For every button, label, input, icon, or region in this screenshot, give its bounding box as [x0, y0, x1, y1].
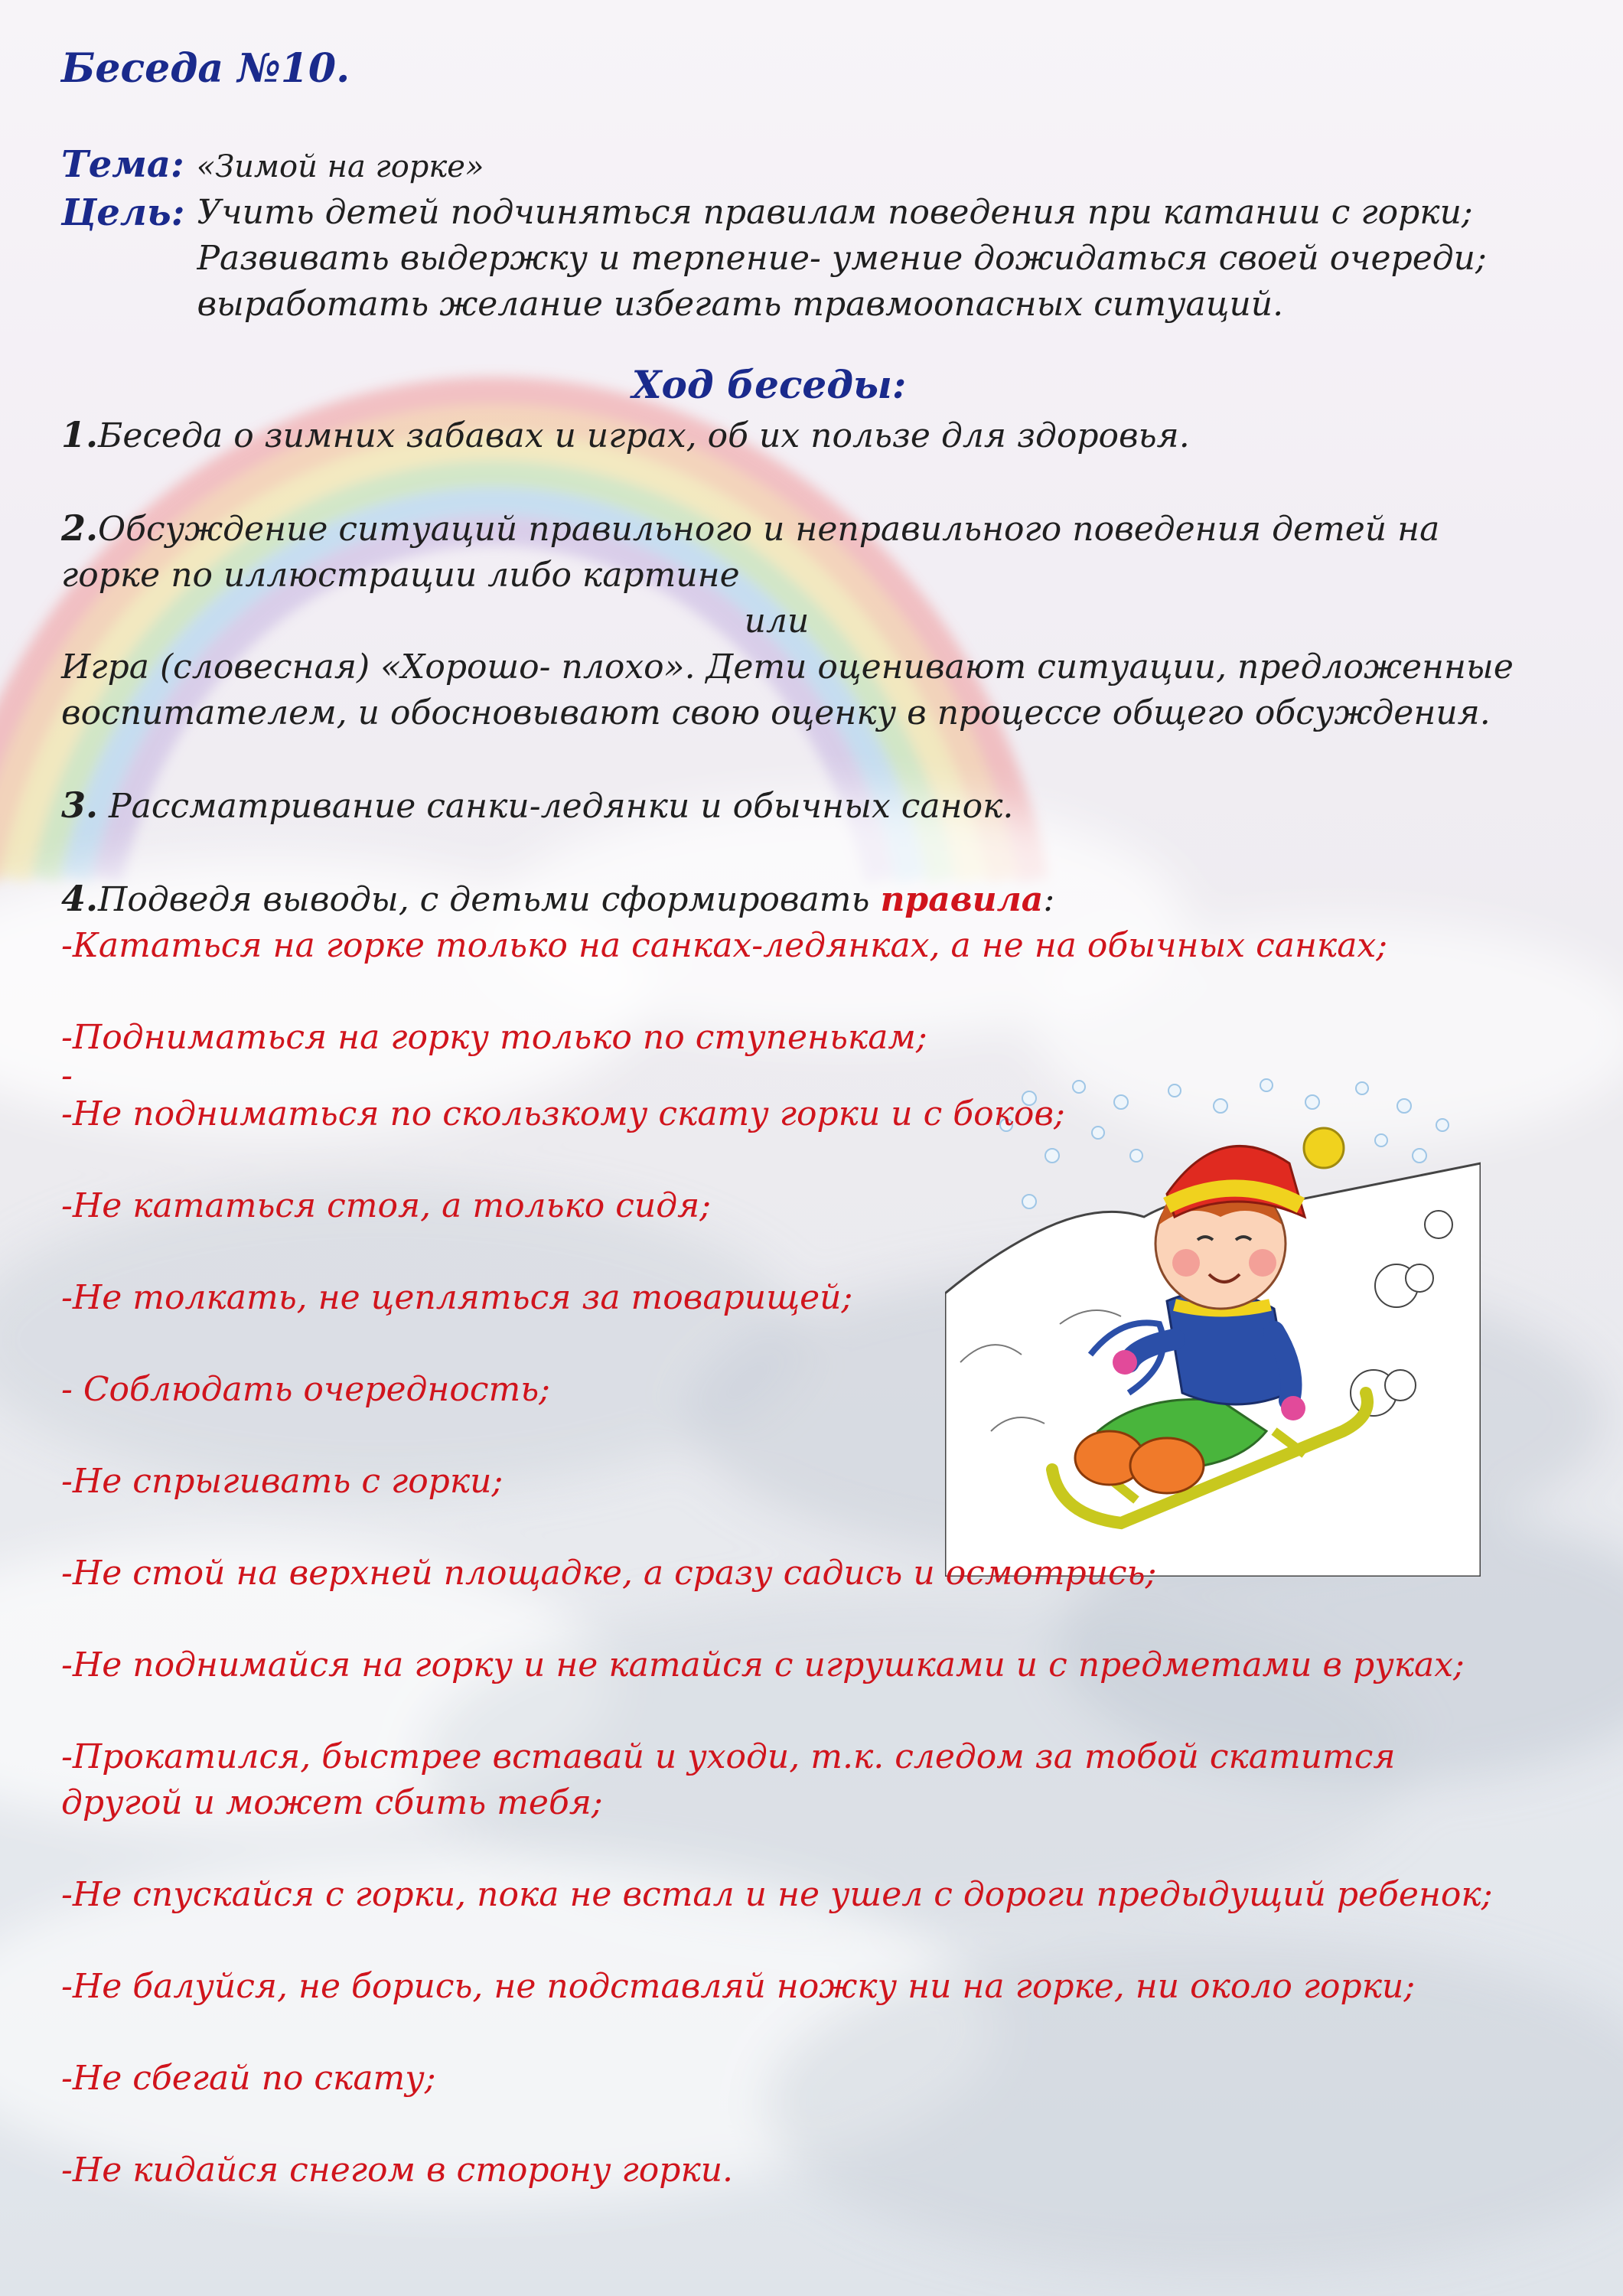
conversation-plan: [61, 42, 1584, 2193]
rules-list: [61, 923, 1584, 2193]
step-text-end: :: [1043, 880, 1055, 919]
step-text: Подведя выводы, с детьми сформировать: [98, 880, 881, 919]
step-text: Рассматривание санки-ледянки и обычных санок.: [98, 787, 1014, 826]
rule-item: -Не подниматься по скользкому скату горки и с боков;: [61, 1094, 1065, 1133]
rule-item-continuation: другой и может сбить тебя;: [61, 1783, 603, 1822]
rule-item: -Не спрыгивать с горки;: [61, 1462, 504, 1501]
rule-item: -Не поднимайся на горку и не катайся с игрушками и с предметами в руках;: [61, 1645, 1465, 1684]
goal-row: [61, 190, 1584, 328]
or-word: или: [744, 602, 810, 641]
step-text: Обсуждение ситуаций правильного и неправильного поведения детей на: [98, 510, 1440, 549]
step-4: [61, 876, 1584, 923]
game-description: [61, 644, 1584, 736]
goal-label: Цель:: [61, 191, 185, 234]
step-1: [61, 412, 1584, 459]
goal-line: Учить детей подчиняться правилам поведения при катании с горки;: [197, 193, 1473, 232]
rule-item: -Прокатился, быстрее вставай и уходи, т.к. следом за тобой скатится: [61, 1737, 1396, 1776]
rule-item: - Соблюдать очередность;: [61, 1370, 551, 1409]
topic-value: «Зимой на горке»: [196, 149, 484, 184]
rule-item: -Не балуйся, не борись, не подставляй ножку ни на горке, ни около горки;: [61, 1967, 1416, 2006]
goal-lines: [197, 190, 1486, 328]
rule-item: -Не кататься стоя, а только сидя;: [61, 1186, 712, 1225]
step-2: [61, 505, 1584, 598]
step-text: Беседа о зимних забавах и играх, об их пользе для здоровья.: [98, 416, 1190, 455]
rules-keyword: правила: [880, 880, 1044, 919]
game-line: Игра (словесная) «Хорошо- плохо». Дети оценивают ситуации, предложенные: [61, 647, 1514, 687]
rule-item: -Не стой на верхней площадке, а сразу садись и осмотрись;: [61, 1554, 1157, 1593]
rule-item: -Не сбегай по скату;: [61, 2059, 436, 2098]
rule-item: -Не спускайся с горки, пока не встал и не ушел с дороги предыдущий ребенок;: [61, 1875, 1493, 1914]
rule-item: -Не толкать, не цепляться за товарищей;: [61, 1278, 853, 1317]
step-number: 3.: [61, 784, 99, 826]
step-number: 4.: [61, 878, 99, 919]
rule-item: -Подниматься на горку только по ступенькам;: [61, 1018, 927, 1057]
topic-row: [61, 142, 1584, 190]
rule-item: -: [61, 1056, 73, 1095]
goal-line: выработать желание избегать травмоопасных ситуаций.: [197, 285, 1284, 324]
step-number: 1.: [61, 414, 99, 455]
page-title: Беседа №10.: [61, 45, 350, 92]
game-line: воспитателем, и обосновывают свою оценку в процессе общего обсуждения.: [61, 693, 1491, 732]
goal-line: Развивать выдержку и терпение- умение дожидаться своей очереди;: [197, 239, 1487, 278]
step-3: [61, 782, 1584, 830]
step-number: 2.: [61, 507, 99, 549]
step-text-continuation: горке по иллюстрации либо картине: [61, 556, 740, 595]
course-heading: Ход беседы:: [631, 362, 907, 407]
topic-label: Тема:: [61, 143, 184, 186]
rule-item: -Кататься на горке только на санках-ледянках, а не на обычных санках;: [61, 926, 1388, 965]
rule-item: -Не кидайся снегом в сторону горки.: [61, 2151, 734, 2190]
